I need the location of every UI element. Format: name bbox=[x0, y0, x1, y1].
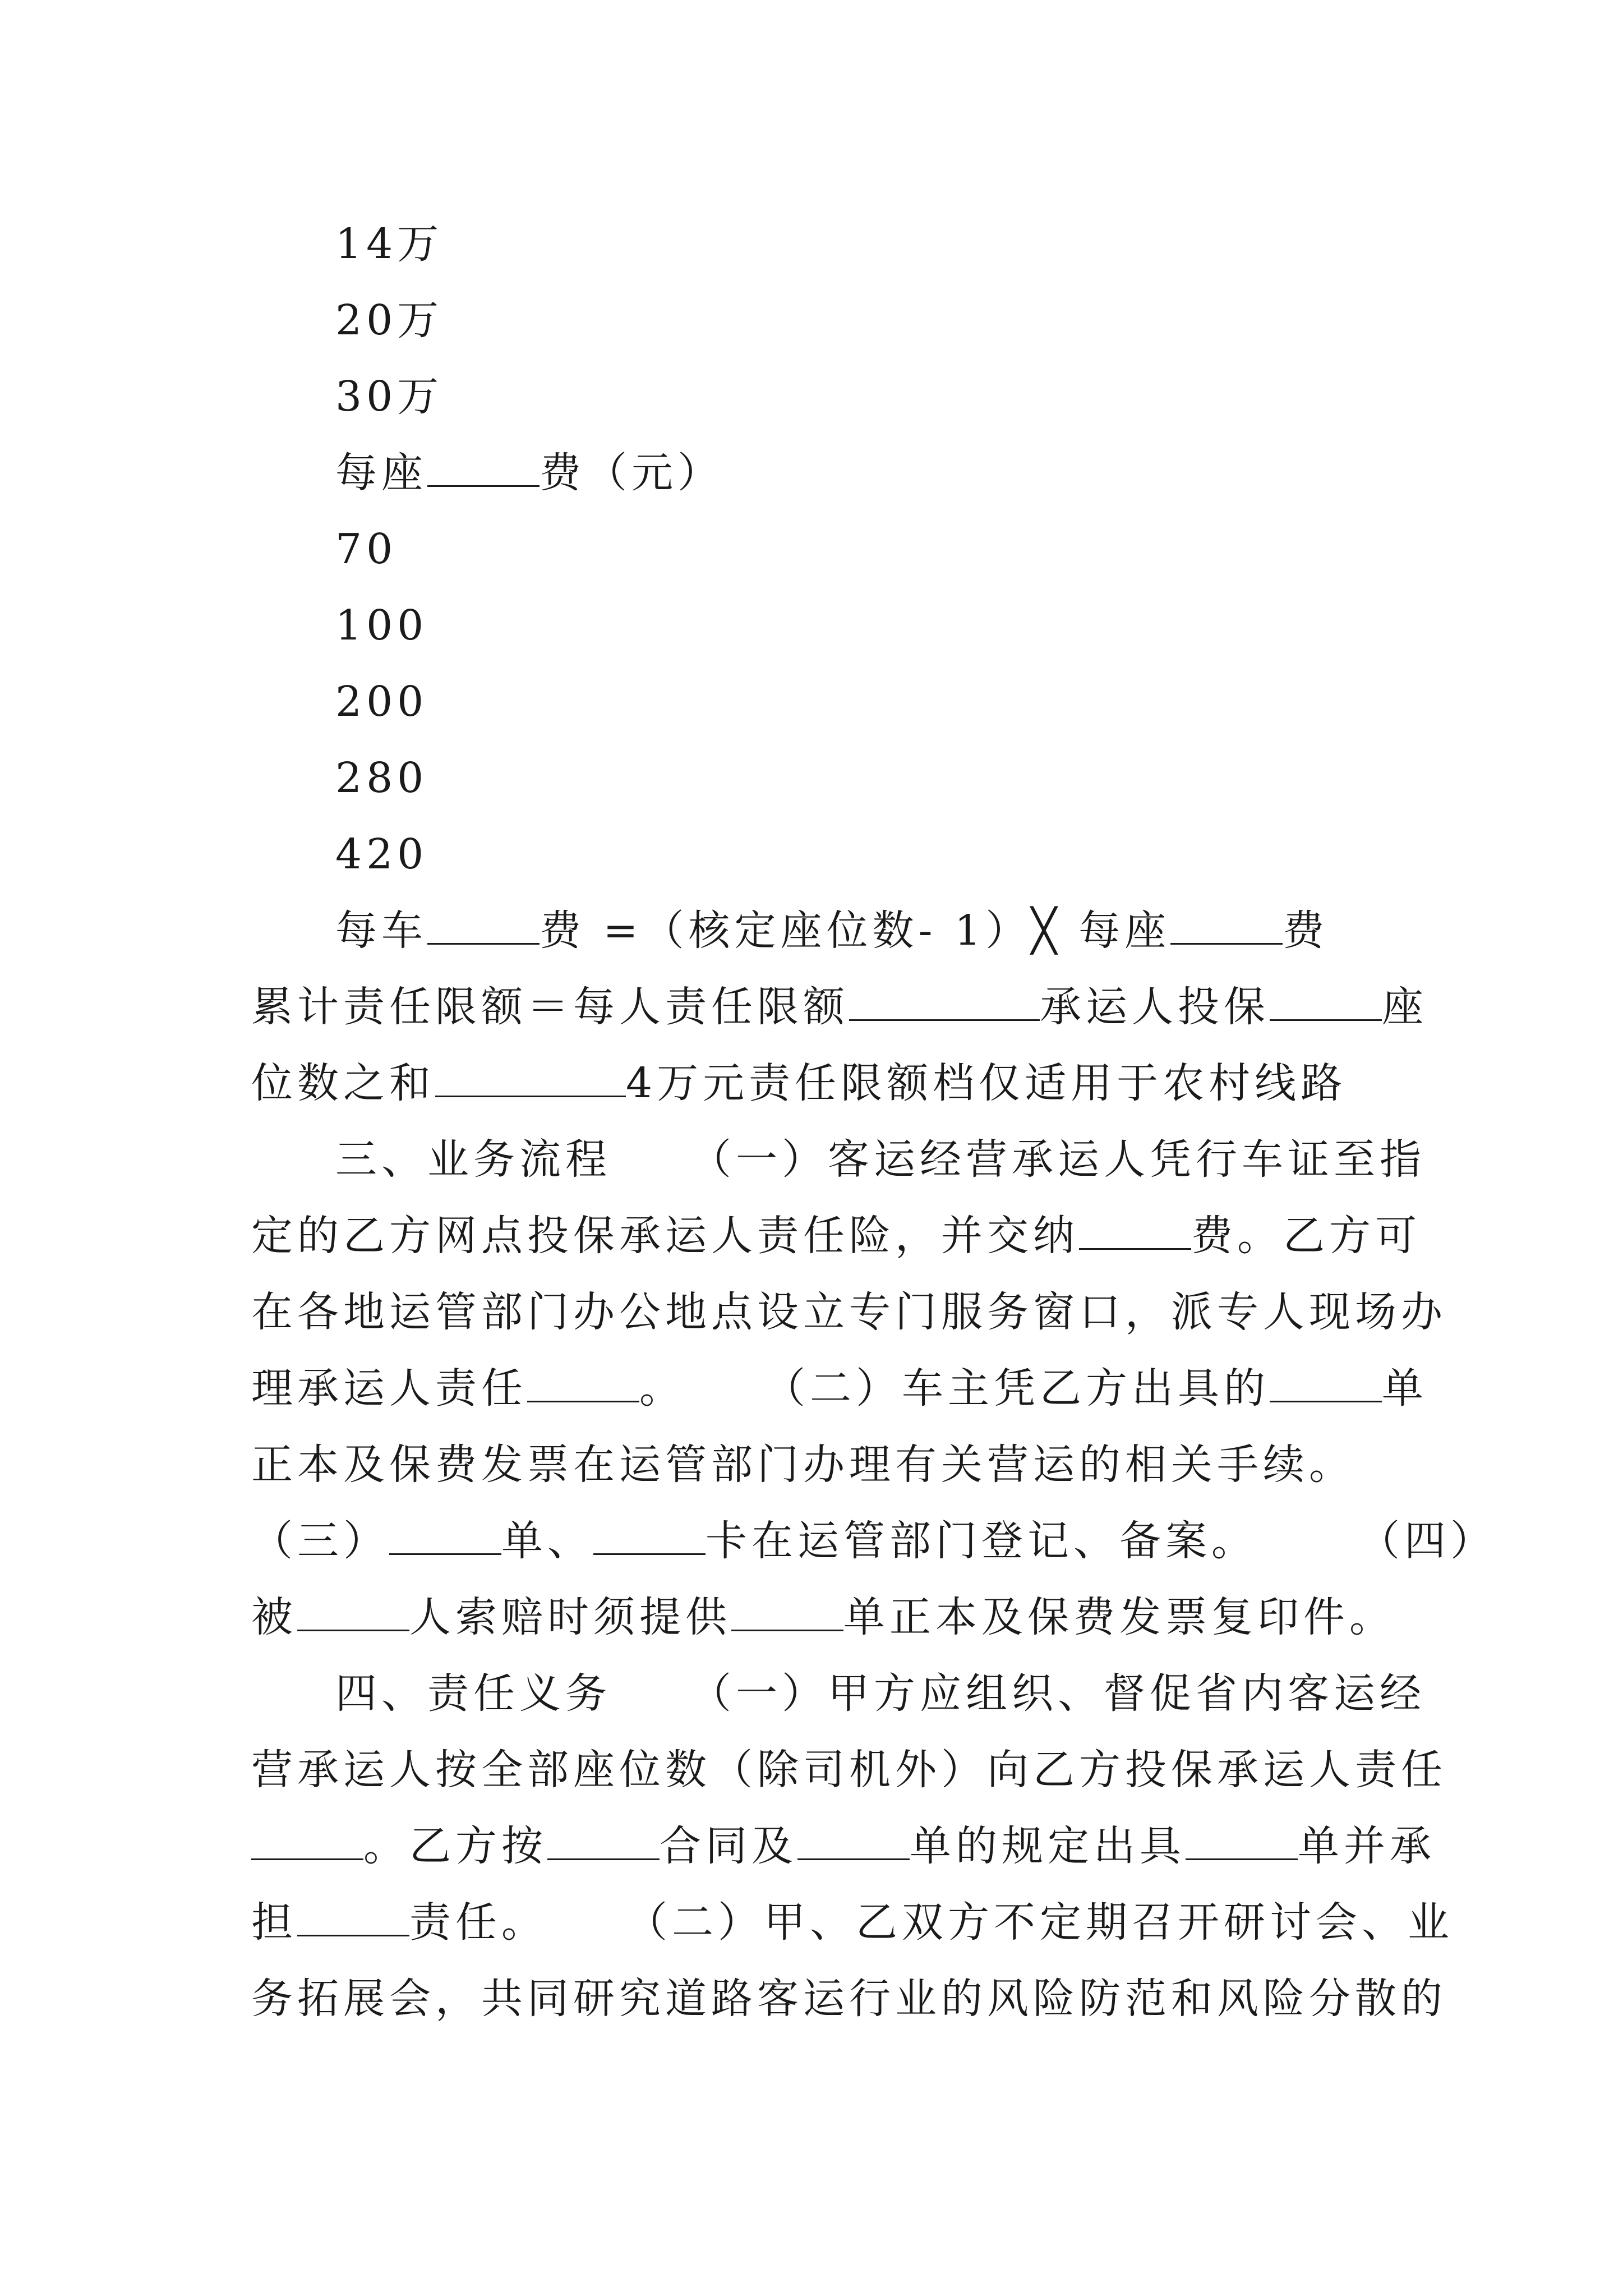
blank bbox=[731, 1595, 843, 1631]
fee-value: 100 bbox=[335, 601, 428, 650]
fee-value: 70 bbox=[335, 525, 398, 573]
limit-item: 30万 bbox=[335, 372, 444, 421]
text-run: （一）客运经营承运人凭行车证至指 bbox=[690, 1135, 1426, 1184]
limit-item: 20万 bbox=[335, 296, 444, 344]
section-heading: 三、业务流程 bbox=[335, 1135, 611, 1184]
formula-line bbox=[251, 1055, 1347, 1111]
blank bbox=[251, 1824, 363, 1860]
section-3-line bbox=[251, 1589, 1395, 1645]
section-3-line bbox=[251, 1513, 1496, 1569]
seat-fee-header-after: 费（元） bbox=[540, 449, 723, 497]
blank bbox=[389, 1519, 501, 1555]
text-run: 被 bbox=[251, 1593, 297, 1641]
section-4-line bbox=[251, 1894, 1454, 1950]
text-run: 累计责任限额＝每人责任限额 bbox=[251, 983, 849, 1031]
section-4-line: 营承运人按全部座位数（除司机外）向乙方投保承运人责任 bbox=[251, 1746, 1447, 1794]
text-run: 定的乙方网点投保承运人责任险，并交纳 bbox=[251, 1212, 1079, 1260]
text-run: 单、 bbox=[501, 1517, 593, 1565]
section-3-line bbox=[251, 1360, 1428, 1416]
blank bbox=[1270, 1366, 1382, 1402]
fee-value: 420 bbox=[335, 830, 428, 878]
text-run: 费 =（核定座位数- 1）╳ 每座 bbox=[540, 907, 1171, 955]
section-heading: 四、责任义务 bbox=[335, 1669, 611, 1718]
text-run: 单 bbox=[1382, 1364, 1428, 1412]
text-run: （二）车主凭乙方出具的 bbox=[764, 1364, 1270, 1412]
blank bbox=[1170, 908, 1283, 945]
blank bbox=[1270, 984, 1382, 1021]
blank bbox=[297, 1900, 409, 1936]
section-3-line: 在各地运管部门办公地点设立专门服务窗口，派专人现场办 bbox=[251, 1288, 1447, 1336]
text-run: （二）甲、乙双方不定期召开研讨会、业 bbox=[626, 1898, 1454, 1947]
text-run: 每车 bbox=[335, 907, 427, 955]
blank bbox=[849, 984, 1040, 1021]
blank bbox=[427, 450, 540, 487]
seat-fee-header bbox=[335, 445, 723, 501]
blank bbox=[297, 1595, 409, 1631]
formula-line bbox=[335, 903, 1329, 959]
formula-line bbox=[251, 979, 1428, 1035]
text-run: 理承运人责任 bbox=[251, 1364, 527, 1412]
text-run: 责任。 bbox=[409, 1898, 547, 1947]
text-run: 承运人投保 bbox=[1040, 983, 1270, 1031]
text-run: 单的规定出具 bbox=[910, 1822, 1186, 1870]
text-run: 。乙方按 bbox=[363, 1822, 547, 1870]
fee-value: 200 bbox=[335, 678, 428, 726]
section-4-line bbox=[335, 1665, 1426, 1722]
text-run: 费 bbox=[1283, 907, 1329, 955]
section-3-line: 正本及保费发票在运管部门办理有关营运的相关手续。 bbox=[251, 1441, 1355, 1489]
text-run: 4万元责任限额档仅适用于农村线路 bbox=[626, 1059, 1347, 1107]
section-4-line bbox=[251, 1818, 1436, 1874]
blank bbox=[593, 1519, 706, 1555]
text-run: 合同及 bbox=[660, 1822, 797, 1870]
limit-item: 14万 bbox=[335, 220, 444, 268]
blank bbox=[1186, 1824, 1298, 1860]
text-run: （一）甲方应组织、督促省内客运经 bbox=[690, 1669, 1426, 1718]
text-run: 座 bbox=[1382, 983, 1428, 1031]
text-run: 。 bbox=[639, 1364, 685, 1412]
blank bbox=[527, 1366, 639, 1402]
section-3-line bbox=[335, 1131, 1426, 1188]
seat-fee-header-before: 每座 bbox=[335, 449, 427, 497]
text-run: （四） bbox=[1358, 1517, 1496, 1565]
text-run: 卡在运管部门登记、备案。 bbox=[706, 1517, 1257, 1565]
section-3-line bbox=[251, 1208, 1421, 1264]
blank bbox=[427, 908, 540, 945]
text-run: 人索赔时须提供 bbox=[409, 1593, 731, 1641]
text-run: 担 bbox=[251, 1898, 297, 1947]
text-run: 位数之和 bbox=[251, 1059, 435, 1107]
section-4-line: 务拓展会，共同研究道路客运行业的风险防范和风险分散的 bbox=[251, 1975, 1447, 2023]
blank bbox=[547, 1824, 660, 1860]
blank bbox=[797, 1824, 910, 1860]
blank bbox=[435, 1061, 626, 1097]
blank bbox=[1079, 1213, 1191, 1250]
fee-value: 280 bbox=[335, 754, 428, 802]
text-run: （三） bbox=[251, 1517, 389, 1565]
text-run: 费。乙方可 bbox=[1191, 1212, 1421, 1260]
text-run: 单并承 bbox=[1298, 1822, 1436, 1870]
text-run: 单正本及保费发票复印件。 bbox=[843, 1593, 1395, 1641]
